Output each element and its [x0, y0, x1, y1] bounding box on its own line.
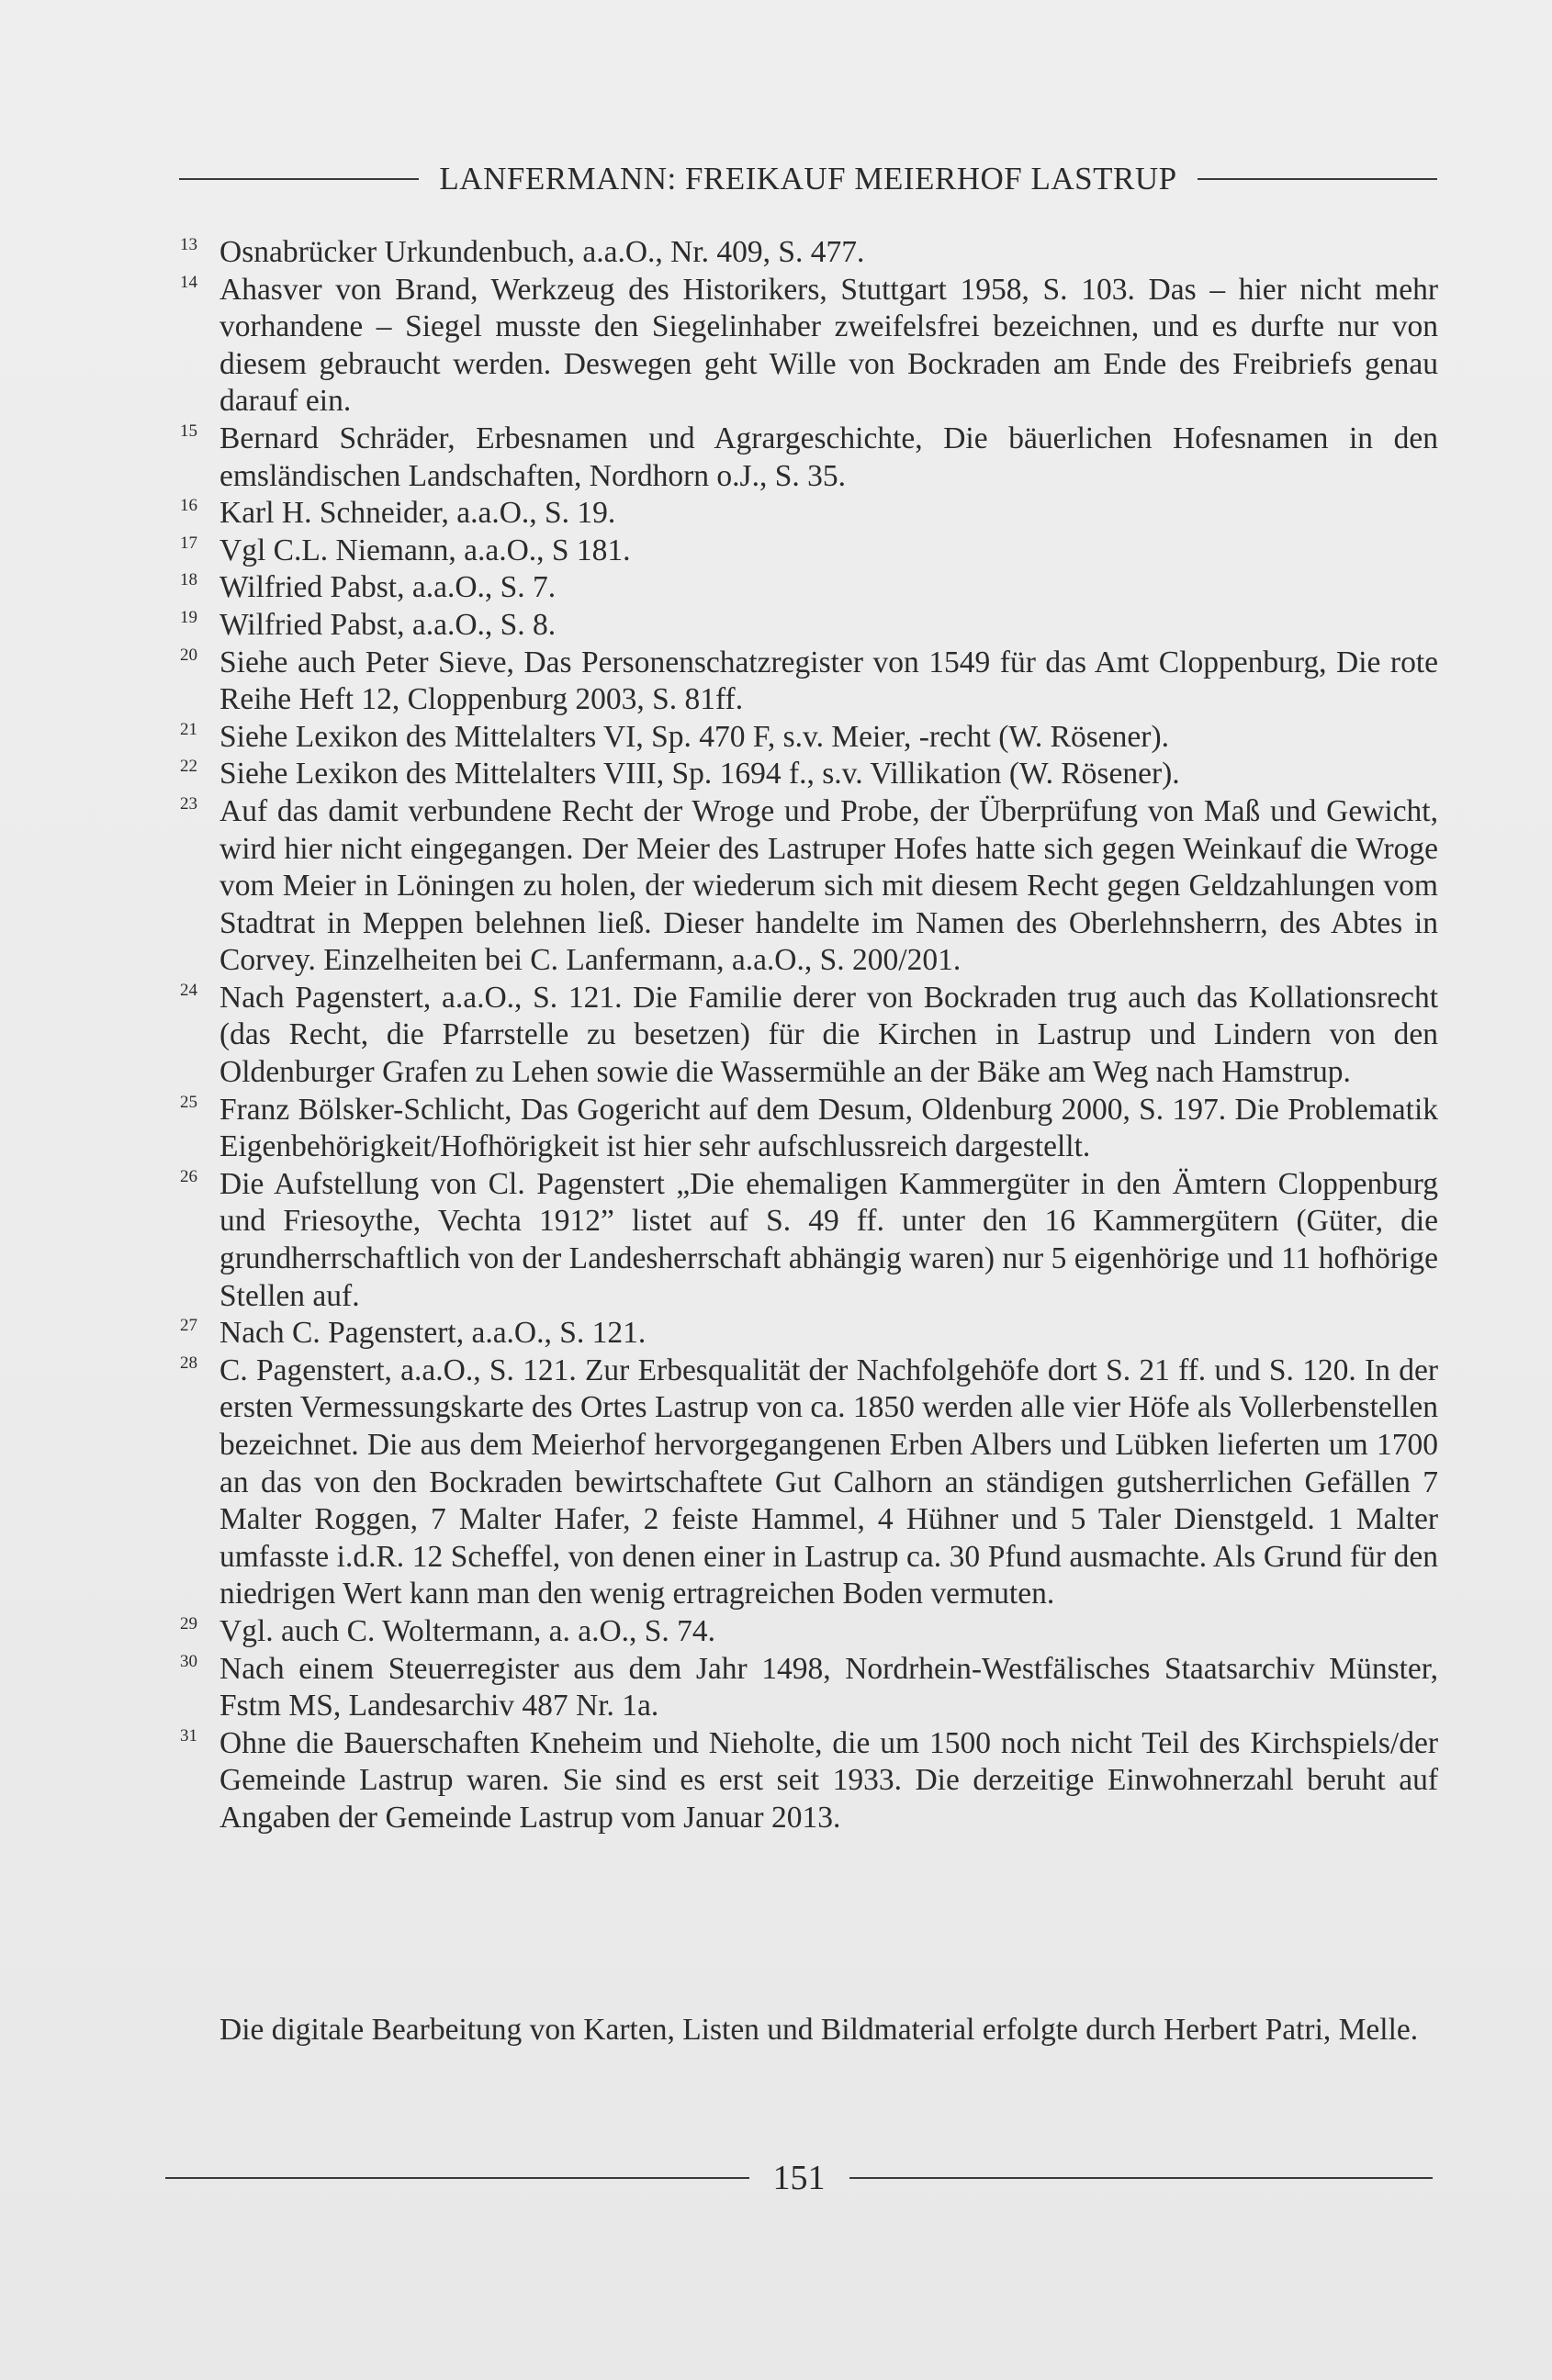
footnote-number: 23: [180, 793, 197, 814]
footnote-text: Franz Bölsker-Schlicht, Das Gogericht auf dem Desum, Oldenburg 2000, S. 197. Die Problematik Eigenbehörigkeit/Hofhörigkeit ist hier sehr aufschlussreich dargestellt.: [219, 1092, 1438, 1164]
footnote-number: 29: [180, 1613, 197, 1633]
footnote: [180, 1613, 1438, 1651]
page-footer: [165, 2153, 1433, 2203]
footnote: [180, 1315, 1438, 1353]
footnote: [180, 495, 1438, 533]
footnote-text: Ohne die Bauerschaften Kneheim und Nieholte, die um 1500 noch nicht Teil des Kirchspiels/der Gemeinde Lastrup waren. Sie sind es erst seit 1933. Die derzeitige Einwohnerzahl beruht auf Angaben der Gemeinde Lastrup vom Januar 2013.: [219, 1725, 1438, 1835]
footnote-text: Vgl. auch C. Woltermann, a. a.O., S. 74.: [219, 1613, 716, 1648]
footnote: [180, 645, 1438, 719]
footnote-text: Nach Pagenstert, a.a.O., S. 121. Die Familie derer von Bockraden trug auch das Kollationsrecht (das Recht, die Pfarrstelle zu besetzen) für die Kirchen in Lastrup und Lindern von den Oldenburger Grafen zu Lehen sowie die Wassermühle an der Bäke am Weg nach Hamstrup.: [219, 980, 1438, 1090]
footnote-text: Siehe auch Peter Sieve, Das Personenschatzregister von 1549 für das Amt Cloppenburg, Die rote Reihe Heft 12, Cloppenburg 2003, S. 81ff.: [219, 645, 1438, 717]
footnote: [180, 607, 1438, 645]
running-header: [179, 156, 1437, 202]
footnote: [180, 980, 1438, 1092]
footnote-number: 19: [180, 607, 197, 627]
footnote-number: 28: [180, 1353, 197, 1373]
footnote-text: Wilfried Pabst, a.a.O., S. 8.: [219, 607, 557, 642]
footnote: [180, 1166, 1438, 1315]
footnote-text: Die Aufstellung von Cl. Pagenstert „Die ehemaligen Kammergüter in den Ämtern Cloppenburg und Friesoythe, Vechta 1912” listet auf S. 49 ff. unter den 16 Kammergütern (Güter, die grundherrschaftlich von der Landesherrschaft abhängig waren) nur 5 eigenhörige und 11 hofhörige Stellen auf.: [219, 1166, 1438, 1313]
footnote-number: 25: [180, 1092, 197, 1112]
footnote-text: Siehe Lexikon des Mittelalters VI, Sp. 470 F, s.v. Meier, -recht (W. Rösener).: [219, 719, 1169, 754]
footer-rule-right: [849, 2177, 1434, 2179]
footnote-number: 17: [180, 533, 197, 553]
footnote-text: Karl H. Schneider, a.a.O., S. 19.: [219, 496, 616, 531]
footnotes-list: [180, 234, 1438, 1837]
footnote-text: Osnabrücker Urkundenbuch, a.a.O., Nr. 409, S. 477.: [219, 235, 865, 269]
footnote-text: Wilfried Pabst, a.a.O., S. 7.: [219, 570, 557, 605]
footnote-text: Nach einem Steuerregister aus dem Jahr 1498, Nordrhein-Westfälisches Staatsarchiv Münster, Fstm MS, Landesarchiv 487 Nr. 1a.: [219, 1651, 1438, 1723]
running-header-title: LANFERMANN: FREIKAUF MEIERHOF LASTRUP: [439, 161, 1177, 196]
footnote-text: Siehe Lexikon des Mittelalters VIII, Sp. 1694 f., s.v. Villikation (W. Rösener).: [219, 757, 1180, 791]
footnote: [180, 421, 1438, 495]
footnote-text: Bernard Schräder, Erbesnamen und Agrargeschichte, Die bäuerlichen Hofesnamen in den emsländischen Landschaften, Nordhorn o.J., S. 35.: [219, 421, 1438, 493]
closing-note: Die digitale Bearbeitung von Karten, Listen und Bildmaterial erfolgte durch Herbert Patri, Melle.: [219, 2013, 1419, 2047]
footnote: [180, 1651, 1438, 1725]
footnote-number: 24: [180, 980, 197, 1000]
footnote-text: Nach C. Pagenstert, a.a.O., S. 121.: [219, 1316, 647, 1351]
footnote-text: Auf das damit verbundene Recht der Wroge und Probe, der Überprüfung von Maß und Gewicht, wird hier nicht eingegangen. Der Meier des Lastruper Hofes hatte sich gegen Weinkauf die Wroge vom Meier in Löningen zu holen, der wiederum sich mit diesem Recht gegen Geldzahlungen vom Stadtrat in Meppen belehnen ließ. Dieser handelte im Namen des Oberlehnsherrn, des Abtes in Corvey. Einzelheiten bei C. Lanfermann, a.a.O., S. 200/201.: [219, 793, 1438, 978]
page-number: 151: [772, 2159, 826, 2197]
footnote-number: 27: [180, 1316, 197, 1336]
footnote: [180, 793, 1438, 980]
footnote-text: Ahasver von Brand, Werkzeug des Historikers, Stuttgart 1958, S. 103. Das – hier nicht mehr vorhandene – Siegel musste den Siegelinhaber zweifelsfrei bezeichnen, und es durfte nur von diesem gebraucht werden. Deswegen geht Wille von Bockraden am Ende des Freibriefs genau darauf ein.: [219, 272, 1438, 419]
footnote-number: 15: [180, 421, 197, 441]
footnote-number: 31: [180, 1725, 197, 1746]
footnote: [180, 1725, 1438, 1837]
footnote-number: 26: [180, 1166, 197, 1186]
footnote: [180, 272, 1438, 421]
footer-rule-left: [165, 2177, 749, 2179]
footnote-text: C. Pagenstert, a.a.O., S. 121. Zur Erbesqualität der Nachfolgehöfe dort S. 21 ff. und S. 120. In der ersten Vermessungskarte des Ortes Lastrup von ca. 1850 werden alle vier Höfe als Vollerbenstellen bezeichnet. Die aus dem Meierhof hervorgegangenen Erben Albers und Lübken lieferten um 1700 an das von den Bockraden bewirtschaftete Gut Calhorn an ständigen gutsherrlichen Gefällen 7 Malter Roggen, 7 Malter Hafer, 2 feiste Hammel, 4 Hühner und 5 Taler Dienstgeld. 1 Malter umfasste i.d.R. 12 Scheffel, von denen einer in Lastrup ca. 30 Pfund ausmachte. Als Grund für den niedrigen Wert kann man den wenig ertragreichen Boden vermuten.: [219, 1353, 1438, 1611]
footnote-number: 18: [180, 570, 197, 590]
footnote: [180, 1092, 1438, 1166]
footnote: [180, 756, 1438, 793]
footnote-number: 22: [180, 757, 197, 777]
footnote-number: 14: [180, 272, 197, 292]
footnote-text: Vgl C.L. Niemann, a.a.O., S 181.: [219, 533, 631, 567]
footnote-number: 20: [180, 645, 197, 665]
footnote: [180, 533, 1438, 570]
footnote: [180, 234, 1438, 272]
footnote: [180, 1353, 1438, 1613]
footnote-number: 13: [180, 235, 197, 254]
footnote-number: 21: [180, 719, 197, 739]
footnote-number: 30: [180, 1651, 197, 1671]
header-rule-left: [179, 178, 419, 180]
header-rule-right: [1198, 178, 1437, 180]
footnote-number: 16: [180, 496, 197, 516]
footnote: [180, 569, 1438, 607]
footnote: [180, 719, 1438, 757]
